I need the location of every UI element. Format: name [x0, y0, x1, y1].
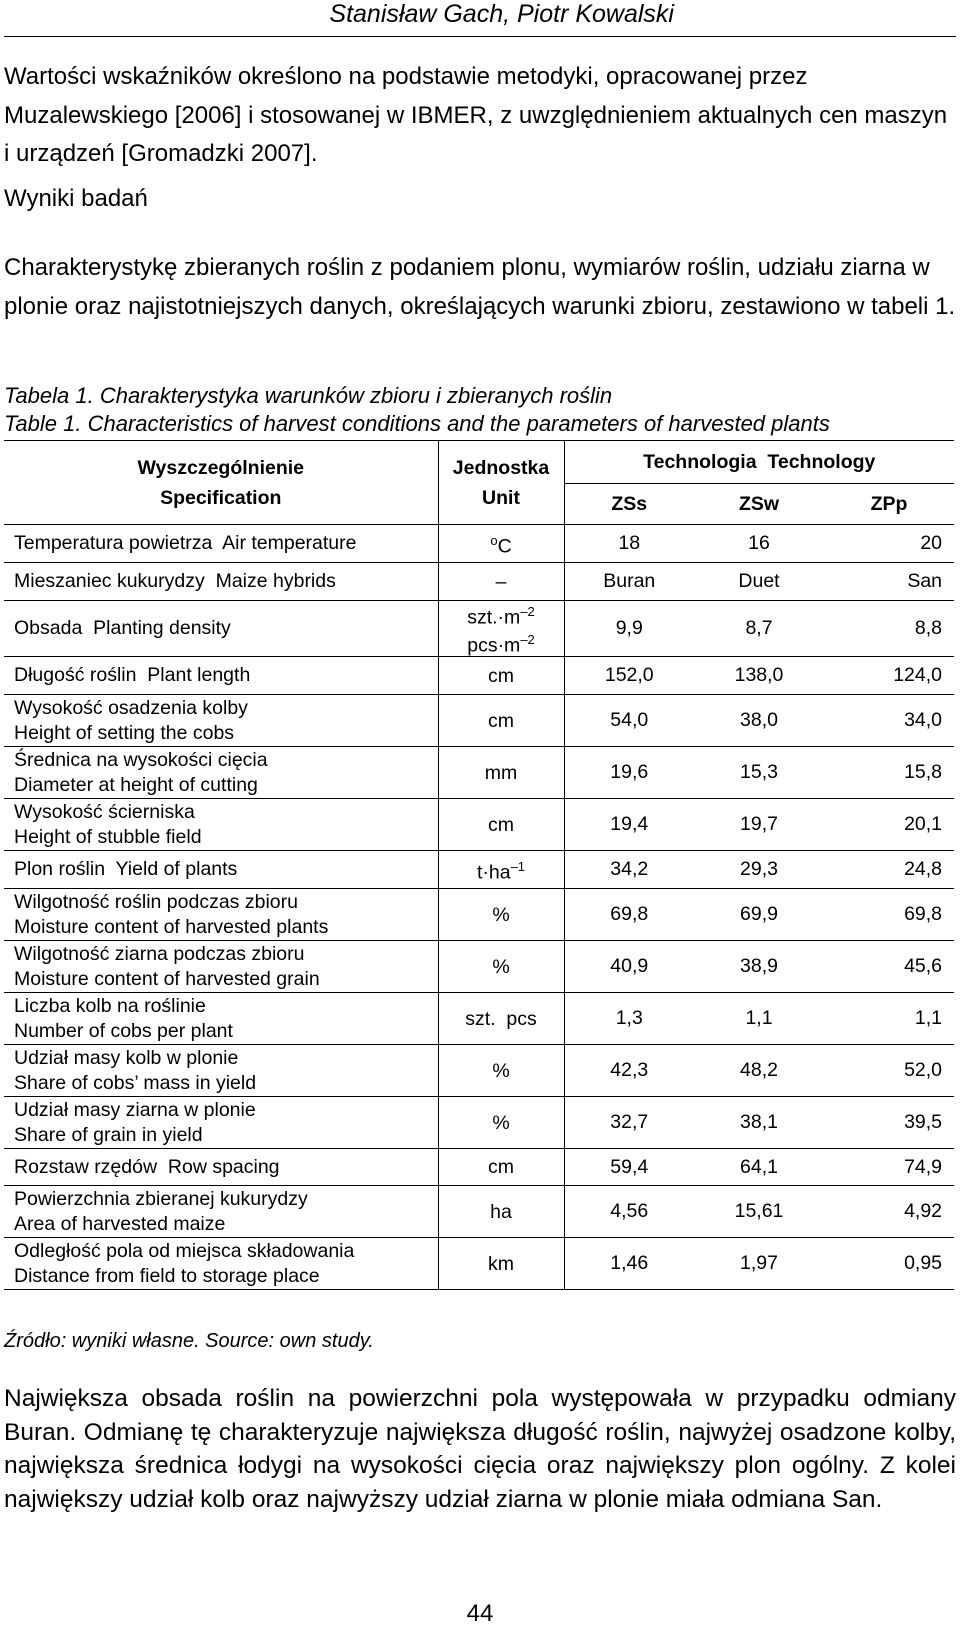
row-unit: cm: [438, 799, 564, 851]
row-label-en: Share of grain in yield: [14, 1123, 203, 1146]
cell-value: 38,9: [740, 955, 778, 977]
cell-value: 34,0: [904, 709, 943, 731]
table-row: [4, 941, 954, 993]
cell-value: 59,4: [610, 1155, 649, 1178]
row-label: [4, 993, 438, 1045]
degree-superscript: o: [490, 532, 498, 548]
row-label-en: Area of harvested maize: [14, 1212, 226, 1235]
cell-value: 9,9: [615, 617, 643, 639]
row-label-pl: Wilgotność ziarna podczas zbioru: [14, 942, 305, 965]
row-label: [4, 563, 438, 601]
cell-value: 4,92: [904, 1200, 943, 1222]
row-unit: %: [438, 1097, 564, 1149]
table-row: [4, 993, 954, 1045]
cell-value: 19,7: [740, 813, 778, 835]
intro-paragraph: Wartości wskaźników określono na podstawie metodyki, opracowanej przez Muzalewskiego [2006] i stosowanej w IBMER, z uwzględnieniem aktualnych cen maszyn i urządzeń [Gromadzki 2007].: [4, 63, 948, 167]
cell-value: 0,95: [904, 1252, 943, 1274]
page-number: 44: [466, 1600, 494, 1627]
header-variant-zsw: ZSw: [738, 492, 780, 515]
row-label-en: Share of cobs’ mass in yield: [14, 1071, 257, 1094]
row-label-pl: Średnica na wysokości cięcia: [14, 748, 268, 771]
cell-value: 42,3: [610, 1059, 649, 1081]
cell-value: 1,1: [914, 1007, 943, 1029]
row-label-text: Plon roślin Yield of plants: [14, 858, 238, 880]
row-unit: %: [438, 1045, 564, 1097]
row-label: [4, 1097, 438, 1149]
row-label: [4, 889, 438, 941]
running-header-authors: Stanisław Gach, Piotr Kowalski: [329, 0, 674, 28]
cell-value: 38,1: [740, 1111, 778, 1133]
row-label-en: Height of stubble field: [14, 825, 202, 848]
cell-value: 138,0: [734, 664, 784, 686]
row-label-en: Height of setting the cobs: [14, 721, 235, 744]
row-label-text: Temperatura powietrza Air temperature: [14, 532, 357, 554]
row-label: [4, 525, 438, 563]
cell-value: 24,8: [904, 858, 943, 880]
row-unit: cm: [438, 695, 564, 747]
row-unit: [438, 601, 564, 657]
row-label-pl: Odległość pola od miejsca składowania: [14, 1239, 355, 1262]
table-row: [4, 1097, 954, 1149]
row-label-text: Rozstaw rzędów Row spacing: [14, 1155, 280, 1178]
cell-value: 74,9: [904, 1155, 943, 1178]
row-label: [4, 1149, 438, 1186]
table-row: [4, 657, 954, 695]
conclusion-paragraph: Największa obsada roślin na powierzchni pola występowała w przypadku odmiany Buran. Odmianę tę charakteryzuje największa długość roślin, najwyżej osadzone kolby, największa średnica łodygi na wysokości cięcia oraz największy plon ogólny. Z kolei największy udział kolb oraz najwyższy udział ziarna w plonie miała odmiana San.: [4, 1385, 956, 1513]
table-row: [4, 1238, 954, 1290]
row-label-en: Diameter at height of cutting: [14, 773, 258, 796]
cell-value: 39,5: [904, 1111, 943, 1133]
cell-value: 38,0: [740, 709, 778, 731]
cell-value: 16: [748, 532, 770, 554]
row-label: [4, 799, 438, 851]
table-row: [4, 563, 954, 601]
row-unit: cm: [438, 657, 564, 695]
row-label-text: Mieszaniec kukurydzy Maize hybrids: [14, 570, 336, 592]
header-specification: [4, 441, 438, 525]
row-label: [4, 941, 438, 993]
table-caption-en: Table 1. Characteristics of harvest conditions and the parameters of harvested plants: [4, 411, 830, 436]
cell-value: 45,6: [904, 955, 943, 977]
cell-value: 152,0: [604, 664, 654, 686]
cell-value: 1,1: [745, 1007, 773, 1029]
table-row: [4, 851, 954, 889]
harvest-conditions-table: [4, 440, 954, 1290]
row-label: [4, 747, 438, 799]
row-label-pl: Udział masy kolb w plonie: [14, 1046, 239, 1069]
header-spec-pl: Wyszczególnienie: [137, 456, 305, 479]
unit-line-en: $pcs\cdot m^{-2}$: [467, 631, 535, 656]
row-unit: %: [438, 941, 564, 993]
cell-value: 20,1: [904, 813, 943, 835]
row-label-en: Moisture content of harvested grain: [14, 967, 320, 990]
cell-value: 124,0: [893, 664, 943, 686]
cell-value: 8,7: [745, 617, 773, 639]
row-unit: –: [438, 563, 564, 601]
header-rule: [4, 36, 956, 37]
section-heading: Wyniki badań: [4, 185, 148, 212]
row-unit: %: [438, 889, 564, 941]
cell-value: 48,2: [740, 1059, 778, 1081]
cell-value: 29,3: [740, 858, 778, 880]
cell-value: 64,1: [740, 1155, 778, 1178]
table-row: [4, 525, 954, 563]
header-technology: Technologia Technology: [564, 441, 954, 484]
header-unit: [438, 441, 564, 525]
cell-value: 15,3: [740, 761, 778, 783]
cell-value: 52,0: [904, 1059, 943, 1081]
row-label-pl: Wilgotność roślin podczas zbioru: [14, 890, 298, 913]
cell-value: San: [907, 570, 943, 592]
row-label: [4, 1045, 438, 1097]
cell-value: 69,9: [740, 903, 778, 925]
header-unit-en: Unit: [482, 486, 520, 509]
header-variant-zpp: ZPp: [870, 492, 908, 515]
row-label: [4, 657, 438, 695]
cell-value: Duet: [738, 570, 780, 592]
row-unit: $^o$C: [438, 525, 564, 563]
table-row: [4, 601, 954, 657]
row-unit: ha: [438, 1186, 564, 1238]
row-label: [4, 601, 438, 657]
cell-value: 1,97: [740, 1252, 778, 1274]
table-row: [4, 889, 954, 941]
cell-value: 1,46: [610, 1252, 649, 1274]
table-row: [4, 747, 954, 799]
row-label-pl: Liczba kolb na roślinie: [14, 994, 206, 1017]
cell-value: 32,7: [610, 1111, 649, 1133]
cell-value: 18: [618, 532, 641, 554]
row-label-text: Obsada Planting density: [14, 617, 231, 639]
table-header: [4, 441, 954, 525]
cell-value: 19,4: [610, 813, 649, 835]
row-label-pl: Powierzchnia zbieranej kukurydzy: [14, 1187, 308, 1210]
table-row: [4, 1045, 954, 1097]
row-label-en: Number of cobs per plant: [14, 1019, 233, 1042]
table-row: [4, 1186, 954, 1238]
row-label-pl: Wysokość ścierniska: [14, 800, 195, 823]
cell-value: 15,8: [904, 761, 943, 783]
results-paragraph: Charakterystykę zbieranych roślin z podaniem plonu, wymiarów roślin, udziału ziarna w plonie oraz najistotniejszych danych, określających warunki zbioru, zestawiono w tabeli 1.: [4, 254, 956, 320]
row-unit: km: [438, 1238, 564, 1290]
cell-value: 34,2: [610, 858, 649, 880]
row-label-pl: Wysokość osadzenia kolby: [14, 696, 248, 719]
row-label-pl: Udział masy ziarna w plonie: [14, 1098, 256, 1121]
header-unit-pl: Jednostka: [452, 456, 550, 479]
cell-value: 69,8: [904, 903, 943, 925]
cell-value: 19,6: [610, 761, 649, 783]
row-unit: szt. pcs: [438, 993, 564, 1045]
cell-value: 4,56: [610, 1200, 649, 1222]
row-unit: cm: [438, 1149, 564, 1186]
row-label: [4, 851, 438, 889]
cell-value: 1,3: [615, 1007, 643, 1029]
cell-value: 20: [920, 532, 943, 554]
cell-value: 54,0: [610, 709, 649, 731]
header-variant-zss: ZSs: [611, 492, 648, 515]
table-source-note: Źródło: wyniki własne. Source: own study.: [4, 1330, 374, 1352]
unit-line-pl: $szt.\cdot m^{-2}$: [467, 604, 535, 629]
cell-value: 15,61: [734, 1200, 784, 1222]
row-label-en: Moisture content of harvested plants: [14, 915, 329, 938]
cell-value: 69,8: [610, 903, 649, 925]
row-label: [4, 1238, 438, 1290]
row-unit: mm: [438, 747, 564, 799]
row-label-text: Długość roślin Plant length: [14, 664, 251, 686]
header-spec-en: Specification: [160, 486, 282, 509]
row-label-en: Distance from field to storage place: [14, 1264, 320, 1287]
cell-value: Buran: [603, 570, 656, 592]
table-row: [4, 799, 954, 851]
cell-value: 40,9: [610, 955, 649, 977]
table-row: [4, 1149, 954, 1186]
row-unit: $t\cdot ha^{-1}$: [438, 851, 564, 889]
row-label: [4, 1186, 438, 1238]
table-row: [4, 695, 954, 747]
table-caption-pl: Tabela 1. Charakterystyka warunków zbioru i zbieranych roślin: [4, 383, 613, 408]
cell-value: 8,8: [914, 617, 943, 639]
row-label: [4, 695, 438, 747]
